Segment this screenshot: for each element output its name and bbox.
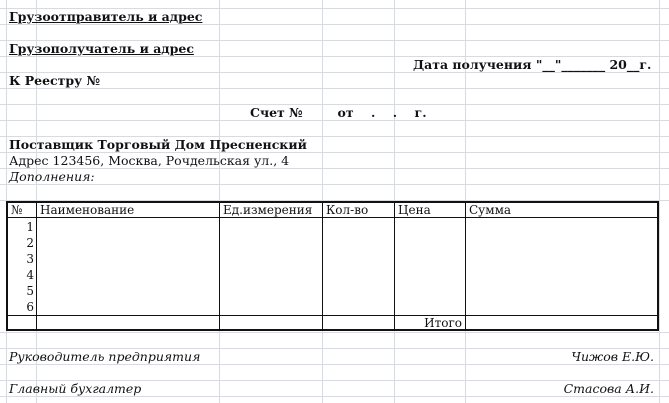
goods-table <box>6 201 659 331</box>
col-header-price: Цена <box>398 203 431 217</box>
director-name: Чижов Е.Ю. <box>571 349 654 364</box>
table-row-number: 5 <box>26 284 34 298</box>
accountant-label: Главный бухгалтер <box>9 381 142 396</box>
table-row-number: 6 <box>26 300 34 314</box>
director-label: Руководитель предприятия <box>9 349 201 364</box>
col-header-unit: Ед.измерения <box>223 203 313 217</box>
table-row-number: 1 <box>26 220 34 234</box>
registry-label: К Реестру № <box>9 73 101 88</box>
table-row-number: 2 <box>26 236 34 250</box>
col-header-quantity: Кол-во <box>326 203 369 217</box>
table-row-number: 4 <box>26 268 34 282</box>
invoice-title: Счет № от . . г. <box>250 105 427 120</box>
shipper-label: Грузоотправитель и адрес <box>9 9 203 24</box>
accountant-name: Стасова А.И. <box>563 381 654 396</box>
total-label: Итого <box>424 316 462 330</box>
col-header-name: Наименование <box>40 203 135 217</box>
notes-label: Дополнения: <box>9 169 95 184</box>
supplier-address: Адрес 123456, Москва, Рочдельская ул., 4 <box>9 153 290 168</box>
col-header-number: № <box>11 203 23 217</box>
table-row-number: 3 <box>26 252 34 266</box>
col-header-sum: Сумма <box>469 203 512 217</box>
receipt-date-label: Дата получения "__"_______ 20__г. <box>413 57 652 72</box>
consignee-label: Грузополучатель и адрес <box>9 41 194 56</box>
supplier-name: Поставщик Торговый Дом Пресненский <box>9 137 307 152</box>
